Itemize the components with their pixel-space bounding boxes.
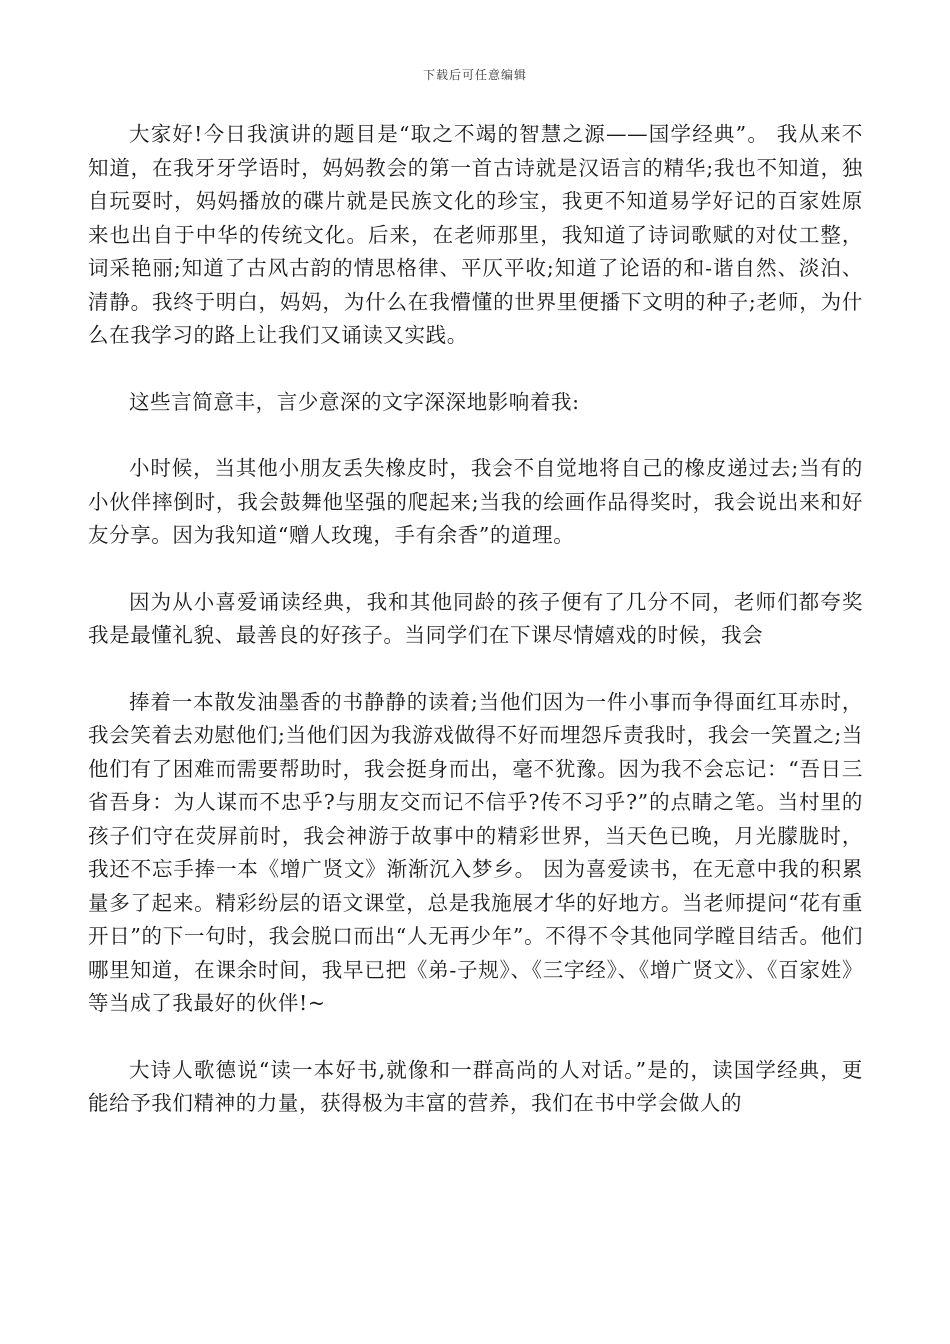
paragraph-influence: 这些言简意丰，言少意深的文字深深地影响着我: [129, 389, 580, 414]
paragraph-childhood: 小时候，当其他小朋友丢失橡皮时，我会不自觉地将自己的橡皮递过去;当有的小伙伴摔倒时，我会鼓舞他坚强的爬起来;当我的绘画作品得奖时，我会说出来和好友分享。因为我知道“赠人玫瑰，手有余香”的道理。 [88, 456, 863, 547]
page-header: 下载后可任意编辑 [422, 68, 527, 82]
paragraph-gap [88, 653, 863, 686]
paragraph-intro: 大家好!今日我演讲的题目是“取之不竭的智慧之源——国学经典”。 我从来不知道，在我牙牙学语时，妈妈教会的第一首古诗就是汉语言的精华;我也不知道，独自玩耍时，妈妈播放的碟片就是民族文化的珍宝，我更不知道易学好记的百家姓原来也出自于中华的传统文化。后来，在老师那里，我知道了诗词歌赋的对仗工整，词采艳丽;知道了古风古韵的情思格律、平仄平收;知道了论语的和-谐自然、淡泊、清静。我终于明白，妈妈，为什么在我懵懂的世界里便播下文明的种子;老师，为什么在我学习的路上让我们又诵读又实践。 [88, 122, 863, 347]
paragraph-gap [88, 553, 863, 586]
paragraph-goethe: 大诗人歌德说“读一本好书,就像和一群高尚的人对话。”是的，读国学经典，更能给予我们精神的力量，获得极为丰富的营养，我们在书中学会做人的 [88, 1057, 863, 1115]
paragraph-reading: 捧着一本散发油墨香的书静静的读着;当他们因为一件小事而争得面红耳赤时，我会笑着去劝慰他们;当他们因为我游戏做得不好而埋怨斥责我时，我会一笑置之;当他们有了困难而需要帮助时，我会挺身而出，毫不犹豫。因为我不会忘记：“吾日三省吾身：为人谋而不忠乎?与朋友交而记不信乎?传不习乎?”的点睛之笔。当村里的孩子们守在荧屏前时，我会神游于故事中的精彩世界，当天色已晚，月光朦胧时，我还不忘手捧一本《增广贤文》渐渐沉入梦乡。 因为喜爱读书，在无意中我的积累量多了起来。精彩纷层的语文课堂，总是我施展才华的好地方。当老师提问“花有重开日”的下一句时，我会脱口而出“人无再少年”。不得不令其他同学瞠目结舌。他们哪里知道，在课余时间，我早已把《弟-子规》、《三字经》、《增广贤文》、《百家姓》等当成了我最好的伙伴!~ [88, 689, 863, 1015]
paragraph-gap [88, 419, 863, 452]
paragraph-gap [88, 1021, 863, 1054]
paragraph-classics: 因为从小喜爱诵读经典，我和其他同龄的孩子便有了几分不同，老师们都夸奖我是最懂礼貌、最善良的好孩子。当同学们在下课尽情嬉戏的时候，我会 [88, 589, 863, 647]
document-body [88, 118, 863, 1121]
paragraph-gap [88, 353, 863, 386]
